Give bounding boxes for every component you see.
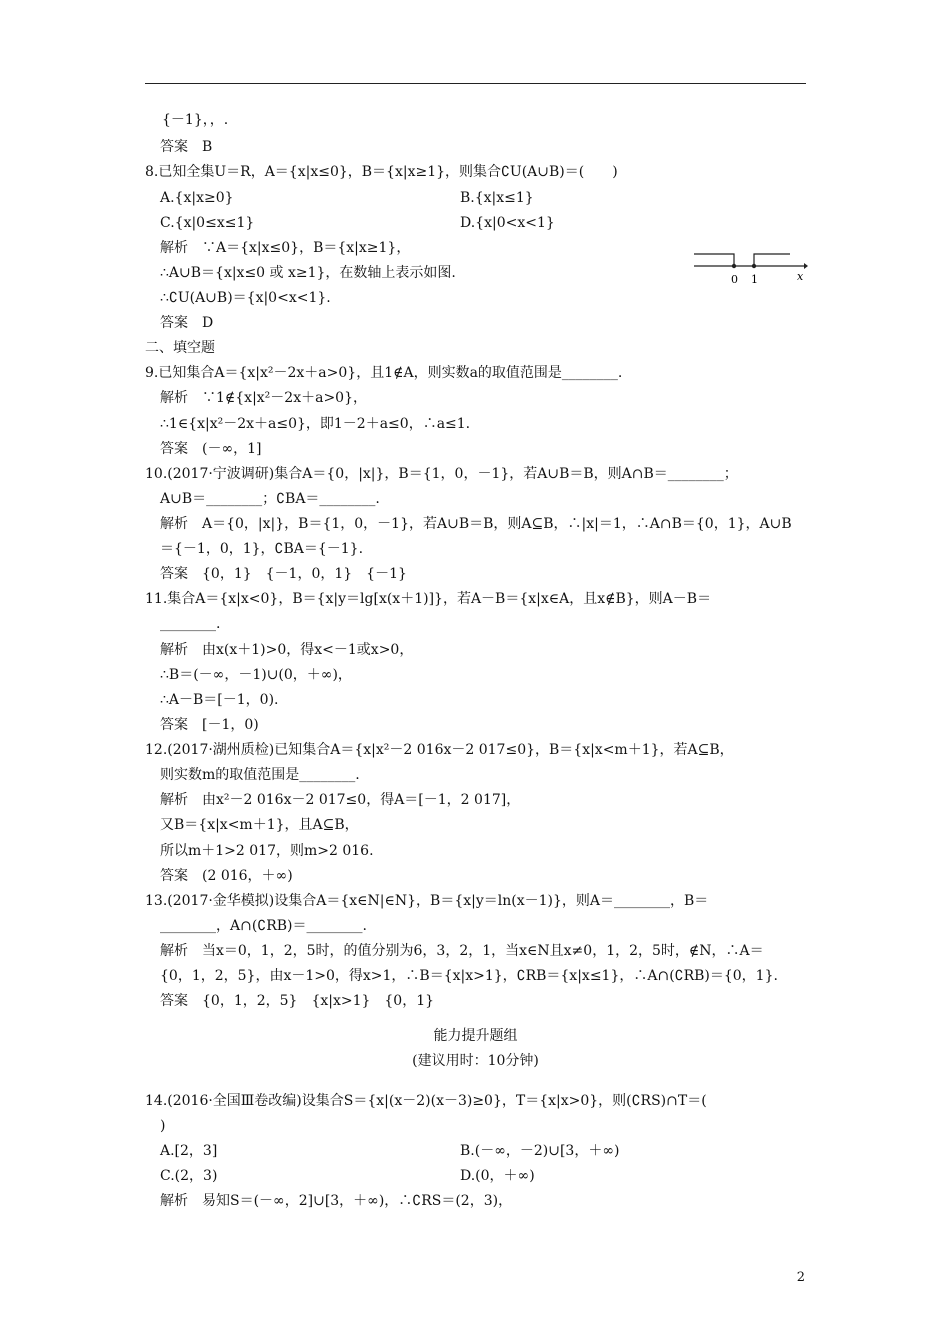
label-zero: 0	[731, 273, 738, 286]
text-line: 答案 B	[160, 139, 213, 155]
text-line: A.{x|x≥0}	[160, 190, 234, 206]
page-number: 2	[796, 1270, 805, 1285]
point-one	[752, 264, 756, 268]
set-a-bracket	[694, 254, 734, 266]
text-line: 又B＝{x|x<m＋1}，且A⊆B，	[160, 817, 359, 833]
text-line: 14.(2016·全国Ⅲ卷改编)设集合S＝{x|(x－2)(x－3)≥0}，T＝{x|x>0}，则(∁RS)∩T＝(	[145, 1093, 707, 1109]
text-line: B.(－∞，－2)∪[3，＋∞)	[460, 1143, 620, 1159]
text-line: 答案 [－1，0)	[160, 717, 259, 733]
label-one: 1	[751, 273, 758, 286]
text-line: ∴∁U(A∪B)＝{x|0<x<1}.	[160, 290, 331, 306]
section-subtitle: (建议用时：10分钟)	[412, 1053, 539, 1069]
text-line: {0，1，2，5}，由x－1>0，得x>1，∴B＝{x|x>1}，∁RB＝{x|x≤1}，∴A∩(∁RB)＝{0，1}.	[160, 968, 778, 984]
text-line: 解析 A＝{0，|x|}，B＝{1，0，－1}，若A∪B＝B，则A⊆B，∴|x|＝1，∴A∩B＝{0，1}，A∪B	[160, 516, 792, 532]
text-line: ________.	[160, 616, 221, 632]
text-line: 10.(2017·宁波调研)集合A＝{0，|x|}，B＝{1，0，－1}，若A∪B＝B，则A∩B＝________；	[145, 466, 738, 482]
text-line: A.[2，3]	[160, 1143, 218, 1159]
text-line: 答案 (－∞，1]	[160, 441, 262, 457]
text-line: C.{x|0≤x≤1}	[160, 215, 255, 231]
text-line: 答案 (2 016，＋∞)	[160, 868, 293, 884]
text-line: ∴B＝(－∞，－1)∪(0，＋∞)，	[160, 667, 352, 683]
text-line: 13.(2017·金华模拟)设集合A＝{x∈N|∈N}，B＝{x|y＝ln(x－1)}，则A＝________，B＝	[145, 893, 709, 909]
text-line: 12.(2017·湖州质检)已知集合A＝{x|x²－2 016x－2 017≤0}，B＝{x|x<m＋1}，若A⊆B，	[145, 742, 734, 758]
text-line: 9.已知集合A＝{x|x²－2x＋a>0}，且1∉A，则实数a的取值范围是________.	[145, 365, 623, 381]
text-line: 8.已知全集U＝R，A＝{x|x≤0}，B＝{x|x≥1}，则集合∁U(A∪B)＝( )	[145, 164, 618, 180]
section-title: 能力提升题组	[433, 1028, 518, 1044]
number-line-figure	[692, 250, 808, 290]
set-b-bracket	[754, 254, 790, 266]
text-line: A∪B＝________；∁BA＝________.	[160, 491, 380, 507]
header-rule	[145, 83, 806, 84]
text-line: C.(2，3)	[160, 1168, 218, 1184]
text-line: 答案 {0，1} {－1，0，1} {－1}	[160, 566, 407, 582]
text-line: D.(0，＋∞)	[460, 1168, 535, 1184]
text-line: 解析 ∵A＝{x|x≤0}，B＝{x|x≥1}，	[160, 240, 411, 256]
text-line: ∴1∈{x|x²－2x＋a≤0}，即1－2＋a≤0，∴a≤1.	[160, 416, 471, 432]
text-line: 解析 由x²－2 016x－2 017≤0，得A＝[－1，2 017]，	[160, 792, 521, 808]
text-line: ________，A∩(∁RB)＝________.	[160, 918, 367, 934]
axis-arrow-icon	[804, 263, 808, 269]
text-line: )	[160, 1118, 166, 1134]
text-line: 则实数m的取值范围是________.	[160, 767, 360, 783]
text-line: {－1}，，.	[162, 112, 229, 128]
text-line: 解析 当x＝0，1，2，5时，的值分别为6，3，2，1，当x∈N且x≠0，1，2，5时，∉N，∴A＝	[160, 943, 764, 959]
text-line: ∴A∪B＝{x|x≤0 或 x≥1}，在数轴上表示如图.	[160, 265, 456, 281]
point-zero	[732, 264, 736, 268]
text-line: ＝{－1，0，1}，∁BA＝{－1}.	[160, 541, 364, 557]
text-line: B.{x|x≤1}	[460, 190, 534, 206]
text-line: 答案 {0，1，2，5} {x|x>1} {0，1}	[160, 993, 435, 1009]
text-line: 解析 ∵1∉{x|x²－2x＋a>0}，	[160, 390, 367, 406]
text-line: 答案 D	[160, 315, 214, 331]
text-line: 11.集合A＝{x|x<0}，B＝{x|y＝lg[x(x＋1)]}，若A－B＝{x|x∈A，且x∉B}，则A－B＝	[145, 591, 712, 607]
text-line: ∴A－B＝[－1，0).	[160, 692, 279, 708]
text-line: D.{x|0<x<1}	[460, 215, 555, 231]
text-line: 所以m＋1>2 017，则m>2 016.	[160, 843, 374, 859]
text-line: 解析 易知S＝(－∞，2]∪[3，＋∞)，∴∁RS＝(2，3)，	[160, 1193, 513, 1209]
text-line: 二、填空题	[145, 340, 215, 356]
label-x: x	[797, 270, 804, 283]
text-line: 解析 由x(x＋1)>0，得x<－1或x>0，	[160, 642, 414, 658]
